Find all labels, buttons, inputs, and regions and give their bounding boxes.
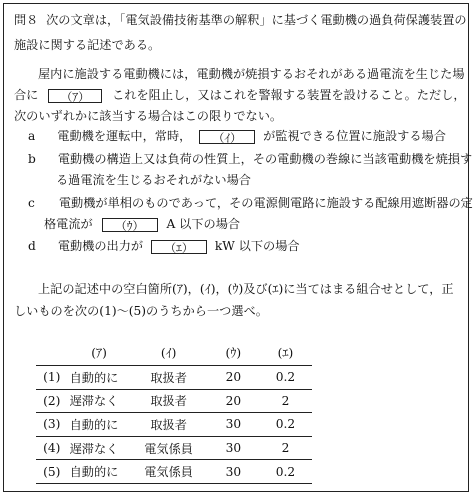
table-header: (ｳ) xyxy=(208,340,259,366)
table-row[interactable] xyxy=(36,413,312,437)
condition-b-line-1 xyxy=(28,151,472,167)
option-number: (1) xyxy=(36,366,68,390)
cell-c: 20 xyxy=(208,389,259,413)
cell-b: 電気係員 xyxy=(129,436,207,460)
instruction-line-2: しいものを次の(1)～(5)のうちから一つ選べ。 xyxy=(14,304,268,318)
table-row[interactable] xyxy=(36,389,312,413)
condition-text: 電動機が単相のものであって，その電源側電路に施設する配線用遮断器の定 xyxy=(58,196,473,210)
condition-c-line-2 xyxy=(44,216,240,232)
condition-text: が監視できる位置に施設する場合 xyxy=(263,129,446,143)
cell-d: 0.2 xyxy=(259,413,312,437)
instruction-line-1: 上記の記述中の空白箇所(ｱ)，(ｲ)，(ｳ)及び(ｴ)に当てはまる組合せとして，正 xyxy=(38,282,454,296)
option-number: (2) xyxy=(36,389,68,413)
condition-text: 電動機の構造上又は負荷の性質上，その電動機の巻線に当該電動機を焼損す xyxy=(57,152,473,166)
condition-label: d xyxy=(28,239,36,253)
cell-b: 電気係員 xyxy=(129,460,207,484)
table-header: (ｴ) xyxy=(259,340,312,366)
table-header: (ｲ) xyxy=(129,340,207,366)
condition-text: A 以下の場合 xyxy=(166,217,241,231)
condition-text: 電動機を運転中，常時， xyxy=(57,129,192,143)
condition-text: 電動機の出力が xyxy=(57,239,144,253)
cell-b: 取扱者 xyxy=(129,366,207,390)
paragraph-line-3: 次のいずれかに該当する場合はこの限りでない。 xyxy=(14,109,283,123)
cell-a: 自動的に xyxy=(68,460,130,484)
table-row[interactable] xyxy=(36,460,312,484)
blank-b-box: （ｲ） xyxy=(199,130,255,144)
condition-text: kW 以下の場合 xyxy=(214,239,300,253)
blank-a-box: （ｱ） xyxy=(48,89,102,103)
cell-d: 0.2 xyxy=(259,460,312,484)
condition-label: b xyxy=(28,152,36,166)
condition-label: c xyxy=(28,196,35,210)
cell-c: 20 xyxy=(208,366,259,390)
option-number: (5) xyxy=(36,460,68,484)
condition-a xyxy=(28,128,446,144)
table-row[interactable] xyxy=(36,366,312,390)
table-row[interactable] xyxy=(36,436,312,460)
condition-b-line-2: る過電流を生じるおそれがない場合 xyxy=(56,173,251,187)
paragraph-line-1: 屋内に施設する電動機には，電動機が焼損するおそれがある過電流を生じた場 xyxy=(38,67,465,81)
cell-b: 取扱者 xyxy=(129,389,207,413)
cell-d: 2 xyxy=(259,436,312,460)
question-line-2: 施設に関する記述である。 xyxy=(14,38,161,52)
question-number: 問８ xyxy=(14,13,39,27)
blank-c-box: （ｳ） xyxy=(102,218,158,232)
cell-a: 自動的に xyxy=(68,413,130,437)
cell-d: 0.2 xyxy=(259,366,312,390)
question-text: 次の文章は，「電気設備技術基準の解釈」に基づく電動機の過負荷保護装置の xyxy=(46,13,467,27)
blank-d-box: （ｴ） xyxy=(151,240,207,254)
condition-d xyxy=(28,238,300,254)
cell-b: 取扱者 xyxy=(129,413,207,437)
answer-table xyxy=(36,340,312,484)
paragraph-text: これを阻止し，又はこれを警報する装置を設けること。ただし， xyxy=(112,88,466,102)
question-line-1 xyxy=(14,12,467,28)
cell-a: 自動的に xyxy=(68,366,130,390)
cell-c: 30 xyxy=(208,413,259,437)
cell-d: 2 xyxy=(259,389,312,413)
paragraph-line-2 xyxy=(14,87,466,103)
table-header: (ｱ) xyxy=(68,340,130,366)
paragraph-text: 合に xyxy=(14,88,39,102)
condition-c-line-1 xyxy=(28,195,473,211)
condition-label: a xyxy=(28,129,36,143)
condition-text: 格電流が xyxy=(44,217,93,231)
option-number: (4) xyxy=(36,436,68,460)
cell-a: 遅滞なく xyxy=(68,436,130,460)
cell-c: 30 xyxy=(208,460,259,484)
option-number: (3) xyxy=(36,413,68,437)
table-header xyxy=(36,340,68,366)
cell-a: 遅滞なく xyxy=(68,389,130,413)
table-header-row xyxy=(36,340,312,366)
cell-c: 30 xyxy=(208,436,259,460)
